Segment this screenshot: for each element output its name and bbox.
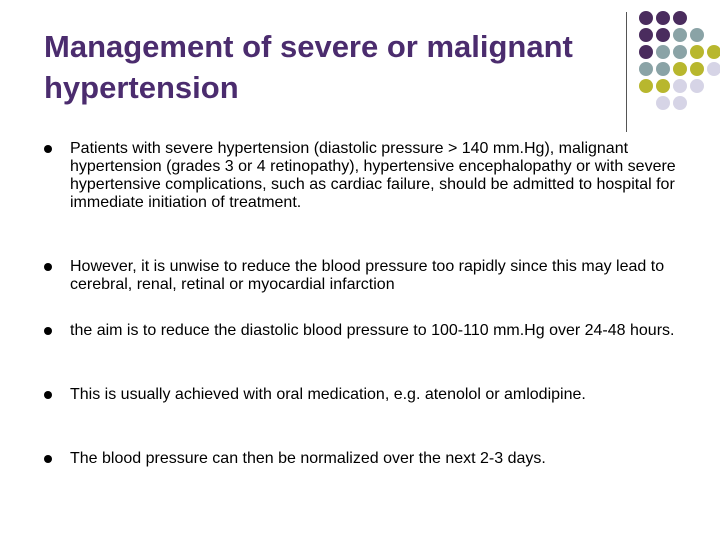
bullet-dot-icon [44,145,52,153]
decorative-dot [639,45,653,59]
bullet-item-1 [44,140,684,212]
decorative-dot-grid [0,0,720,140]
decorative-dot [673,96,687,110]
bullet-dot-icon [44,327,52,335]
decorative-dot [690,45,704,59]
decorative-dot [690,62,704,76]
decorative-dot [673,28,687,42]
decorative-dot [707,62,720,76]
decorative-dot [656,11,670,25]
decorative-dot [707,45,720,59]
decorative-dot [673,62,687,76]
decorative-dot [673,45,687,59]
bullet-dot-icon [44,263,52,271]
bullet-dot-icon [44,455,52,463]
bullet-item-2 [44,258,684,294]
decorative-dot [673,79,687,93]
bullet-dot-icon [44,391,52,399]
decorative-dot [639,62,653,76]
decorative-dot [656,28,670,42]
decorative-dot [639,11,653,25]
decorative-dot [656,62,670,76]
decorative-dot [639,28,653,42]
bullet-item-5 [44,450,684,468]
bullet-text: This is usually achieved with oral medication, e.g. atenolol or amlodipine. [70,386,586,403]
bullet-item-4 [44,386,684,404]
bullet-item-3 [44,322,684,340]
bullet-text: However, it is unwise to reduce the blood pressure too rapidly since this may lead to cerebral, renal, retinal or myocardial infarction [70,258,665,293]
bullet-text: Patients with severe hypertension (diastolic pressure > 140 mm.Hg), malignant hypertension (grades 3 or 4 retinopathy), hypertensive encephalopathy or with severe hypertensive complications, such as cardiac failure, should be admitted to hospital for immediate initiation of treatment. [70,140,676,211]
bullet-text: The blood pressure can then be normalized over the next 2-3 days. [70,450,546,467]
slide-title: Management of severe or malignant hypertension [44,29,573,105]
decorative-dot [673,11,687,25]
decorative-dot [656,96,670,110]
decorative-dot [656,79,670,93]
decorative-dot [656,45,670,59]
decorative-dot [639,79,653,93]
decorative-dot [690,28,704,42]
bullet-text: the aim is to reduce the diastolic blood pressure to 100-110 mm.Hg over 24-48 hours. [70,322,675,339]
decorative-dot [690,79,704,93]
